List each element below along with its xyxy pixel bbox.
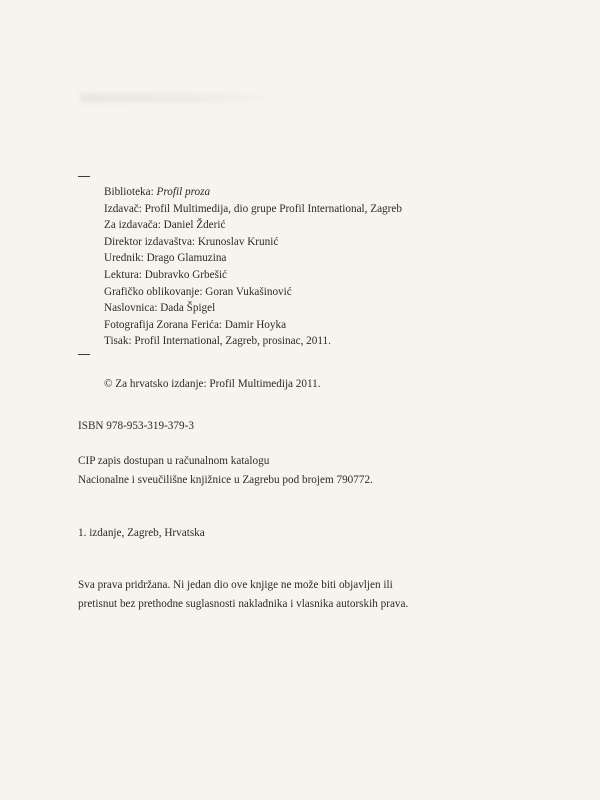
rights-notice — [78, 577, 408, 615]
credit-for-publisher: Za izdavača: Daniel Žderić — [104, 219, 226, 232]
cip-line-2: Nacionalne i sveučilišne knjižnice u Zagrebu pod brojem 790772. — [78, 474, 373, 486]
credits-list — [104, 184, 402, 350]
show-through-text — [80, 93, 280, 103]
copyright-notice: © Za hrvatsko izdanje: Profil Multimedija 2011. — [104, 378, 321, 390]
library-label: Biblioteka: — [104, 186, 154, 198]
credit-graphic-design: Grafičko oblikovanje: Goran Vukašinović — [104, 285, 292, 298]
credit-photo: Fotografija Zorana Ferića: Damir Hoyka — [104, 318, 287, 331]
edition-note: 1. izdanje, Zagreb, Hrvatska — [78, 527, 205, 539]
credit-editor: Urednik: Drago Glamuzina — [104, 252, 227, 265]
credit-proofreading: Lektura: Dubravko Grbešić — [104, 268, 228, 281]
credit-publisher: Izdavač: Profil Multimedija, dio grupe Profil International, Zagreb — [104, 202, 402, 215]
credit-library — [104, 184, 402, 201]
credit-publishing-director: Direktor izdavaštva: Krunoslav Krunić — [104, 235, 279, 248]
credit-cover: Naslovnica: Dada Špigel — [104, 302, 216, 315]
top-dash-rule — [78, 176, 90, 177]
bottom-dash-rule — [78, 354, 90, 355]
cip-line-1: CIP zapis dostupan u računalnom katalogu — [78, 455, 270, 467]
credit-print: Tisak: Profil International, Zagreb, prosinac, 2011. — [104, 335, 331, 348]
isbn-number: ISBN 978-953-319-379-3 — [78, 420, 194, 432]
library-value: Profil proza — [156, 186, 211, 198]
rights-line-1: Sva prava pridržana. Ni jedan dio ove knjige ne može biti objavljen ili — [78, 579, 393, 591]
cip-record — [78, 453, 373, 491]
rights-line-2: pretisnut bez prethodne suglasnosti nakladnika i vlasnika autorskih prava. — [78, 598, 409, 610]
